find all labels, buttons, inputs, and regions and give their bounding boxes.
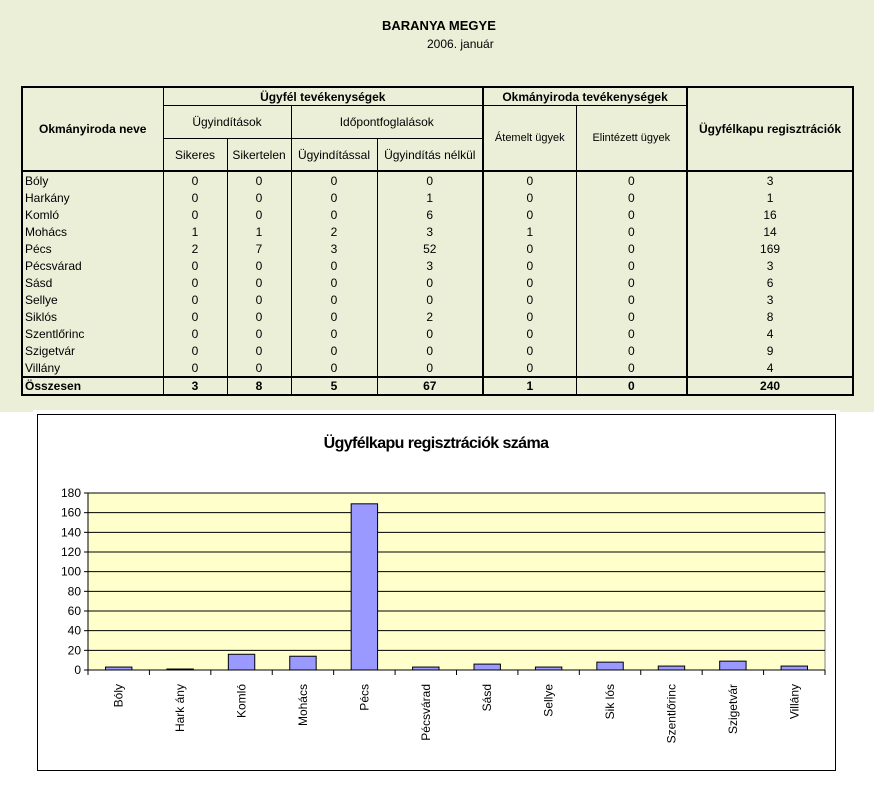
- x-tick-label: Bóly: [111, 684, 126, 708]
- table-row: [22, 274, 853, 291]
- report-subheading: 2006. január: [427, 37, 494, 51]
- office-name-cell: Pécs: [22, 240, 163, 257]
- value-cell: 0: [227, 342, 291, 359]
- bar: [474, 664, 500, 670]
- value-cell: 0: [377, 325, 483, 342]
- value-cell: 0: [377, 274, 483, 291]
- office-name-cell: Siklós: [22, 308, 163, 325]
- x-tick-label: Pécs: [357, 684, 372, 711]
- value-cell: 3: [687, 171, 853, 189]
- value-cell: 16: [687, 206, 853, 223]
- value-cell: 0: [576, 325, 687, 342]
- bar: [781, 666, 807, 670]
- value-cell: 0: [483, 257, 576, 274]
- x-tick-label: Szentlőrinc: [664, 684, 679, 744]
- value-cell: 0: [576, 171, 687, 189]
- value-cell: 3: [163, 377, 227, 395]
- x-tick-label: Szigetvár: [725, 684, 740, 735]
- value-cell: 52: [377, 240, 483, 257]
- value-cell: 240: [687, 377, 853, 395]
- value-cell: 3: [687, 257, 853, 274]
- y-tick-label: 40: [67, 623, 81, 638]
- value-cell: 0: [291, 206, 377, 223]
- header-completed: Elintézett ügyek: [576, 106, 687, 172]
- value-cell: 0: [483, 274, 576, 291]
- value-cell: 0: [483, 206, 576, 223]
- value-cell: 0: [227, 274, 291, 291]
- value-cell: 8: [687, 308, 853, 325]
- value-cell: 0: [227, 257, 291, 274]
- table-row: [22, 291, 853, 308]
- value-cell: 0: [291, 274, 377, 291]
- value-cell: 0: [291, 342, 377, 359]
- value-cell: 6: [377, 206, 483, 223]
- value-cell: 0: [291, 171, 377, 189]
- value-cell: 0: [163, 171, 227, 189]
- value-cell: 5: [291, 377, 377, 395]
- header-registrations: Ügyfélkapu regisztrációk: [687, 87, 853, 171]
- value-cell: 0: [163, 189, 227, 206]
- x-tick-label: Sásd: [480, 684, 495, 712]
- value-cell: 0: [227, 206, 291, 223]
- table-row: [22, 206, 853, 223]
- value-cell: 0: [483, 308, 576, 325]
- bar: [290, 656, 316, 670]
- y-tick-label: 120: [60, 545, 81, 559]
- header-office-activities: Okmányiroda tevékenységek: [483, 87, 687, 106]
- value-cell: 7: [227, 240, 291, 257]
- value-cell: 0: [576, 274, 687, 291]
- y-tick-label: 80: [67, 584, 81, 599]
- bar: [106, 667, 132, 670]
- value-cell: 0: [227, 189, 291, 206]
- value-cell: 0: [291, 308, 377, 325]
- value-cell: 0: [163, 342, 227, 359]
- office-name-cell: Komló: [22, 206, 163, 223]
- table-row: [22, 240, 853, 257]
- office-name-cell: Bóly: [22, 171, 163, 189]
- value-cell: 0: [576, 308, 687, 325]
- value-cell: 0: [163, 359, 227, 377]
- header-success: Sikeres: [163, 139, 227, 172]
- total-row: [22, 377, 853, 395]
- table-row: [22, 325, 853, 342]
- value-cell: 1: [227, 223, 291, 240]
- value-cell: 0: [227, 325, 291, 342]
- bar: [167, 669, 193, 670]
- value-cell: 6: [687, 274, 853, 291]
- y-tick-label: 20: [67, 643, 81, 658]
- header-fail: Sikertelen: [227, 139, 291, 172]
- value-cell: 67: [377, 377, 483, 395]
- chart-title: Ügyfélkapu regisztrációk száma: [323, 435, 549, 452]
- plot-area: [88, 493, 825, 670]
- x-tick-label: Villány: [787, 684, 802, 720]
- x-tick-label: Sik lós: [603, 684, 618, 720]
- value-cell: 1: [483, 223, 576, 240]
- table-row: [22, 257, 853, 274]
- value-cell: 0: [483, 325, 576, 342]
- office-name-cell: Szentlőrinc: [22, 325, 163, 342]
- bar: [228, 654, 254, 670]
- office-name-cell: Pécsvárad: [22, 257, 163, 274]
- office-name-cell: Sellye: [22, 291, 163, 308]
- header-initiations: Ügyindítások: [163, 106, 291, 139]
- table-row: [22, 189, 853, 206]
- value-cell: 0: [576, 189, 687, 206]
- office-name-cell: Mohács: [22, 223, 163, 240]
- value-cell: 1: [687, 189, 853, 206]
- value-cell: 2: [163, 240, 227, 257]
- chart-panel: [37, 414, 836, 771]
- x-tick-label: Mohács: [295, 684, 310, 727]
- value-cell: 3: [687, 291, 853, 308]
- value-cell: 4: [687, 325, 853, 342]
- value-cell: 0: [291, 189, 377, 206]
- x-tick-label: Hark ány: [173, 684, 188, 733]
- x-tick-label: Komló: [234, 684, 249, 719]
- value-cell: 0: [227, 171, 291, 189]
- y-tick-label: 60: [67, 604, 81, 618]
- table-row: [22, 171, 853, 189]
- value-cell: 0: [227, 308, 291, 325]
- value-cell: 0: [163, 325, 227, 342]
- value-cell: 0: [227, 291, 291, 308]
- value-cell: 0: [576, 206, 687, 223]
- value-cell: 0: [576, 223, 687, 240]
- value-cell: 0: [483, 240, 576, 257]
- value-cell: 1: [377, 189, 483, 206]
- value-cell: 9: [687, 342, 853, 359]
- statistics-table: [21, 86, 854, 396]
- y-tick-label: 180: [60, 486, 81, 500]
- value-cell: 0: [291, 359, 377, 377]
- office-name-cell: Villány: [22, 359, 163, 377]
- value-cell: 0: [291, 257, 377, 274]
- y-tick-label: 160: [60, 505, 81, 520]
- chart-area: [33, 410, 840, 777]
- value-cell: 0: [576, 377, 687, 395]
- value-cell: 169: [687, 240, 853, 257]
- value-cell: 0: [377, 342, 483, 359]
- value-cell: 0: [163, 257, 227, 274]
- value-cell: 14: [687, 223, 853, 240]
- header-office-name: Okmányiroda neve: [22, 87, 163, 171]
- value-cell: 0: [576, 291, 687, 308]
- header-without-init: Ügyindítás nélkül: [377, 139, 483, 172]
- value-cell: 0: [377, 359, 483, 377]
- table-row: [22, 359, 853, 377]
- table-row: [22, 308, 853, 325]
- header-with-init: Ügyindítással: [291, 139, 377, 172]
- value-cell: 0: [163, 274, 227, 291]
- value-cell: 3: [377, 223, 483, 240]
- value-cell: 4: [687, 359, 853, 377]
- value-cell: 0: [576, 342, 687, 359]
- table-row: [22, 223, 853, 240]
- value-cell: 0: [377, 171, 483, 189]
- value-cell: 8: [227, 377, 291, 395]
- bar-chart: [38, 415, 835, 770]
- value-cell: 0: [377, 291, 483, 308]
- bar: [413, 667, 439, 670]
- bar: [535, 667, 561, 670]
- bar: [351, 504, 377, 670]
- table-row: [22, 342, 853, 359]
- header-client-activities: Ügyfél tevékenységek: [163, 87, 483, 106]
- bar: [720, 661, 746, 670]
- value-cell: 0: [483, 359, 576, 377]
- total-label: Összesen: [22, 377, 163, 395]
- value-cell: 0: [163, 206, 227, 223]
- bar: [597, 662, 623, 670]
- x-tick-label: Sellye: [541, 684, 556, 717]
- value-cell: 0: [163, 291, 227, 308]
- value-cell: 0: [483, 291, 576, 308]
- value-cell: 0: [163, 308, 227, 325]
- value-cell: 2: [377, 308, 483, 325]
- x-tick-label: Pécsvárad: [418, 684, 433, 741]
- y-tick-label: 100: [60, 564, 81, 579]
- y-tick-label: 140: [60, 525, 81, 540]
- y-tick-label: 0: [74, 663, 81, 677]
- value-cell: 0: [483, 189, 576, 206]
- value-cell: 3: [377, 257, 483, 274]
- value-cell: 0: [576, 359, 687, 377]
- value-cell: 0: [576, 257, 687, 274]
- header-transferred: Átemelt ügyek: [483, 106, 576, 172]
- value-cell: 1: [163, 223, 227, 240]
- report-heading: BARANYA MEGYE: [382, 18, 496, 33]
- value-cell: 0: [291, 291, 377, 308]
- office-name-cell: Sásd: [22, 274, 163, 291]
- office-name-cell: Szigetvár: [22, 342, 163, 359]
- value-cell: 0: [576, 240, 687, 257]
- bar: [658, 666, 684, 670]
- value-cell: 0: [227, 359, 291, 377]
- value-cell: 0: [483, 171, 576, 189]
- value-cell: 0: [483, 342, 576, 359]
- value-cell: 2: [291, 223, 377, 240]
- office-name-cell: Harkány: [22, 189, 163, 206]
- value-cell: 3: [291, 240, 377, 257]
- header-bookings: Időpontfoglalások: [291, 106, 483, 139]
- value-cell: 0: [291, 325, 377, 342]
- value-cell: 1: [483, 377, 576, 395]
